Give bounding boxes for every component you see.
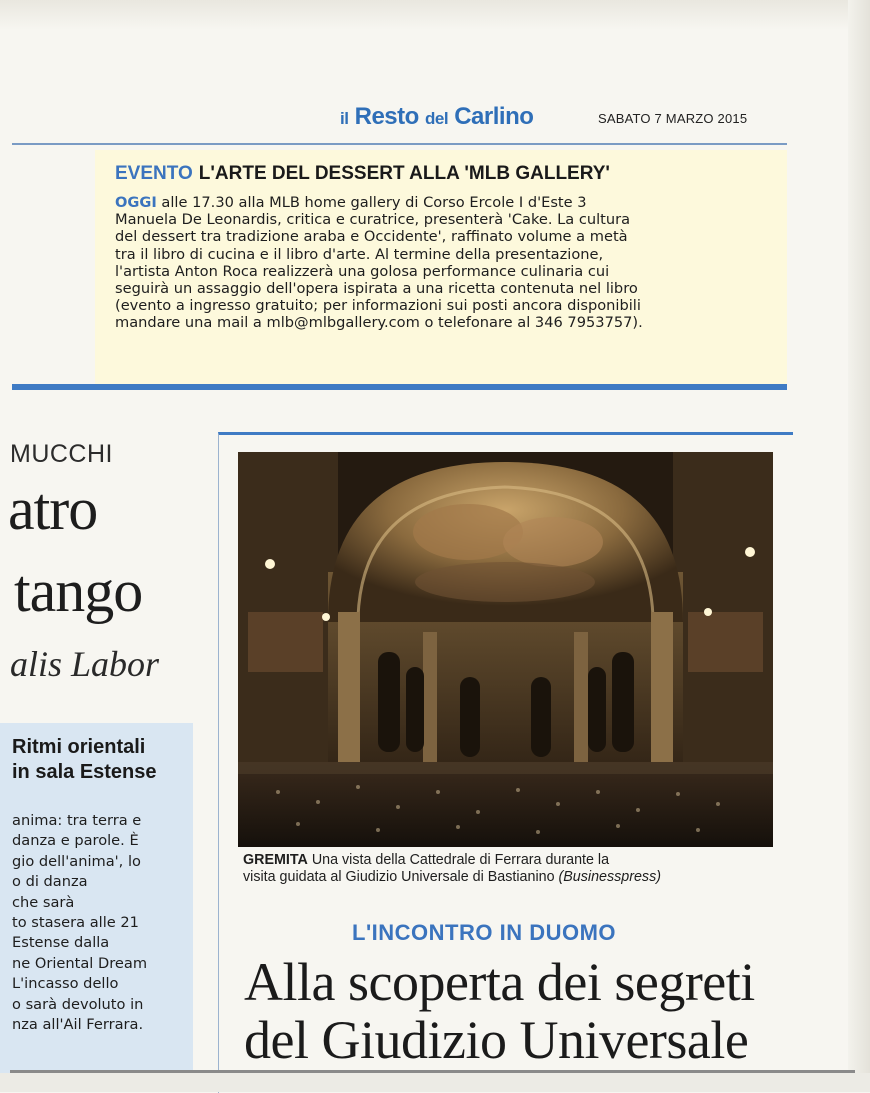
event-line: Manuela De Leonardis, critica e curatrice, presenterà 'Cake. La cultura bbox=[115, 211, 631, 229]
side-line: o sarà devoluto in bbox=[12, 995, 144, 1013]
left-headline-line-1: atro bbox=[8, 476, 98, 542]
left-subheadline: alis Labor bbox=[10, 644, 160, 684]
side-box-text bbox=[12, 811, 147, 1035]
article-kicker: L'INCONTRO IN DUOMO bbox=[352, 920, 617, 945]
event-title bbox=[115, 163, 610, 185]
left-article bbox=[0, 395, 210, 1075]
event-text: alle 17.30 alla MLB home gallery di Corso Ercole I d'Este 3 bbox=[156, 194, 587, 211]
event-line: seguirà un assaggio dell'opera ispirata a una ricetta contenuta nel libro bbox=[115, 280, 638, 298]
caption-line bbox=[243, 869, 783, 886]
article-headline bbox=[244, 953, 755, 1069]
side-title-line: Ritmi orientali bbox=[12, 736, 146, 758]
side-line: L'incasso dello bbox=[12, 975, 119, 993]
caption-text: Una vista della Cattedrale di Ferrara durante la bbox=[307, 852, 610, 868]
side-line: gio dell'anima', lo bbox=[12, 852, 141, 870]
section-rule bbox=[12, 384, 787, 390]
cathedral-photo bbox=[238, 452, 773, 847]
paper-edge bbox=[0, 0, 870, 30]
event-line: del dessert tra tradizione araba e Occidente', raffinato volume a metà bbox=[115, 228, 628, 246]
side-line: to stasera alle 21 bbox=[12, 914, 139, 932]
masthead bbox=[340, 103, 800, 135]
side-line: nza all'Ail Ferrara. bbox=[12, 1016, 144, 1034]
side-title-line: in sala Estense bbox=[12, 761, 157, 783]
event-headline: L'ARTE DEL DESSERT ALLA 'MLB GALLERY' bbox=[198, 163, 610, 184]
caption-text: visita guidata al Giudizio Universale di Bastianino bbox=[243, 869, 559, 885]
left-kicker: MUCCHI bbox=[10, 440, 113, 468]
event-line: (evento a ingresso gratuito; per informazioni sui posti ancora disponibili bbox=[115, 297, 641, 315]
issue-date: SABATO 7 MARZO 2015 bbox=[598, 111, 748, 126]
side-line: Estense dalla bbox=[12, 934, 110, 952]
masthead-rule bbox=[12, 143, 787, 145]
page-bottom-edge bbox=[0, 1073, 870, 1092]
logo-del: del bbox=[424, 109, 449, 128]
event-line: l'artista Anton Roca realizzerà una golosa performance culinaria cui bbox=[115, 262, 610, 280]
headline-line: Alla scoperta dei segreti bbox=[244, 952, 755, 1012]
event-body bbox=[115, 194, 755, 332]
event-lead: OGGI bbox=[115, 194, 157, 211]
event-line: tra il libro di cucina e il libro d'arte. Al termine della presentazione, bbox=[115, 245, 604, 263]
logo-resto: Resto bbox=[354, 103, 419, 130]
side-line: danza e parole. È bbox=[12, 832, 139, 850]
event-kicker: EVENTO bbox=[115, 163, 193, 184]
event-line bbox=[115, 194, 755, 211]
side-line: che sarà bbox=[12, 893, 75, 911]
caption-line bbox=[243, 852, 783, 869]
side-box-title bbox=[12, 735, 157, 785]
side-line: anima: tra terra e bbox=[12, 812, 142, 829]
newspaper-logo bbox=[340, 103, 533, 131]
side-line: ne Oriental Dream bbox=[12, 954, 148, 972]
paper-edge-right bbox=[848, 0, 870, 1092]
photo-credit: (Businesspress) bbox=[558, 869, 661, 885]
photo-caption bbox=[243, 852, 783, 886]
headline-line: del Giudizio Universale bbox=[244, 1010, 749, 1070]
side-line: o di danza bbox=[12, 873, 88, 891]
logo-il: il bbox=[340, 109, 349, 128]
caption-lead: GREMITA bbox=[243, 852, 308, 868]
left-headline-line-2: tango bbox=[14, 558, 143, 624]
logo-carlino: Carlino bbox=[454, 103, 534, 130]
cathedral-illustration bbox=[238, 452, 773, 847]
event-line: mandare una mail a mlb@mlbgallery.com o telefonare al 346 7953757). bbox=[115, 314, 643, 332]
